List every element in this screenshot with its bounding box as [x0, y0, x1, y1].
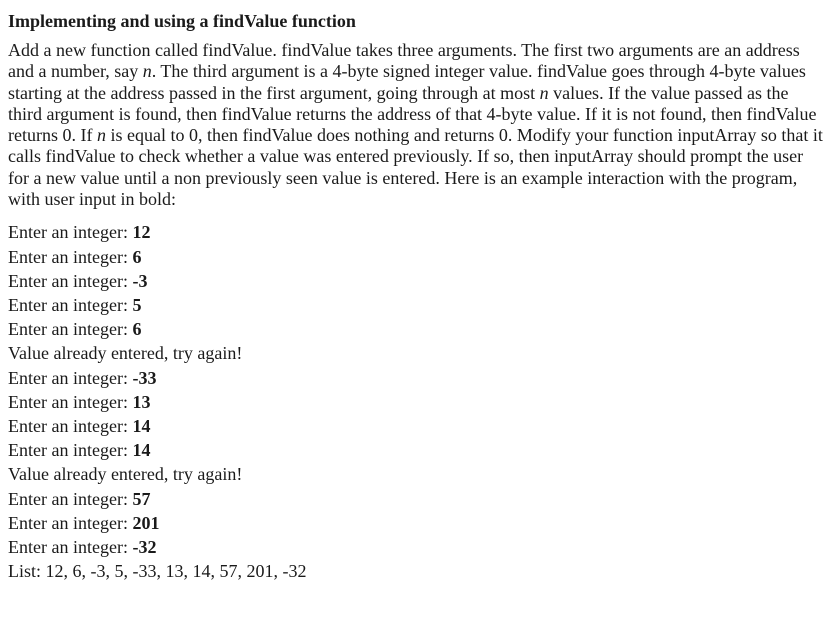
list-output-line [8, 559, 823, 583]
prompt-text: Enter an integer: [8, 367, 133, 388]
prompt-text: Enter an integer: [8, 488, 133, 509]
user-input: 14 [132, 416, 151, 436]
paragraph-text: is equal to 0, then findValue does nothing and returns 0. Modify your function inputArray so that it calls findValue to check whether a value was entered previously. If so, then inputArray should prompt the user for a new value until a non previously seen value is entered. Here is an example interaction with the program, with user input in bold: [8, 125, 823, 210]
prompt-text: Enter an integer: [8, 391, 133, 412]
variable-n: n [539, 82, 549, 103]
interaction-line [8, 414, 823, 438]
prompt-text: Value already entered, try again! [8, 464, 243, 485]
interaction-line [8, 293, 823, 317]
prompt-text: Enter an integer: [8, 222, 133, 243]
prompt-text: Enter an integer: [8, 537, 133, 558]
variable-n: n [96, 125, 106, 146]
variable-n: n [142, 61, 152, 82]
paragraph-text: values. If the value passed as the third argument is found, then findValue returns the address of that 4-byte value. If it is not found, then findValue returns 0. If [8, 82, 817, 146]
description-paragraph [8, 40, 823, 210]
interaction-line [8, 317, 823, 341]
interaction-line [8, 535, 823, 559]
interaction-line [8, 245, 823, 269]
interaction-line [8, 462, 823, 486]
interaction-line [8, 366, 823, 390]
interaction-line [8, 390, 823, 414]
prompt-text: Enter an integer: [8, 440, 133, 461]
user-input: -32 [132, 537, 157, 558]
user-input: 12 [132, 222, 151, 243]
interaction-line [8, 511, 823, 535]
prompt-text: Enter an integer: [8, 416, 133, 436]
example-interaction [8, 220, 823, 583]
user-input: 57 [132, 488, 151, 509]
user-input: 13 [132, 391, 151, 412]
paragraph-text: . The third argument is a 4-byte signed integer value. findValue goes through 4-byte values starting at the address passed in the first argument, going through at most [8, 61, 806, 103]
user-input: 14 [132, 440, 151, 461]
prompt-text: Enter an integer: [8, 319, 133, 340]
interaction-line [8, 438, 823, 462]
user-input: 6 [132, 246, 142, 267]
interaction-line [8, 220, 823, 244]
prompt-text: Enter an integer: [8, 270, 133, 291]
prompt-text: Enter an integer: [8, 512, 133, 533]
prompt-text: Enter an integer: [8, 294, 133, 315]
document-title: Implementing and using a findValue function [8, 11, 356, 31]
prompt-text: Enter an integer: [8, 246, 133, 267]
user-input: 5 [132, 294, 142, 315]
prompt-text: List: 12, 6, -3, 5, -33, 13, 14, 57, 201, -32 [8, 561, 307, 582]
user-input: 201 [132, 512, 160, 533]
interaction-line [8, 269, 823, 293]
document [8, 10, 823, 583]
paragraph-text: Add a new function called findValue. findValue takes three arguments. The first two arguments are an address and a number, say [8, 40, 800, 82]
interaction-line [8, 487, 823, 511]
user-input: -33 [132, 367, 157, 388]
user-input: 6 [132, 319, 142, 340]
prompt-text: Value already entered, try again! [8, 343, 243, 364]
interaction-line [8, 341, 823, 365]
user-input: -3 [132, 270, 148, 291]
